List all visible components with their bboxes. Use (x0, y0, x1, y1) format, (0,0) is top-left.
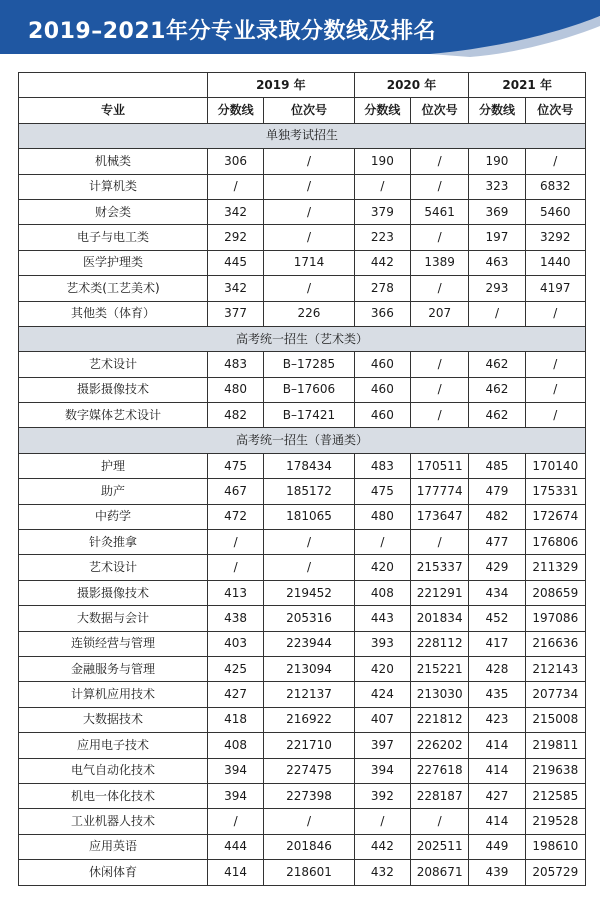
score-header: 分数线 (469, 98, 525, 123)
table-row (19, 174, 586, 199)
rank-2019-cell: / (264, 149, 354, 174)
rank-2019-cell: 213094 (264, 656, 354, 681)
rank-2019-cell: 212137 (264, 682, 354, 707)
year-header-2020: 2020 年 (354, 73, 469, 98)
score-2021-cell: 434 (469, 580, 525, 605)
rank-2019-cell: B–17285 (264, 352, 354, 377)
rank-2020-cell: 227618 (411, 758, 469, 783)
major-header: 专业 (19, 98, 208, 123)
rank-2019-cell: 218601 (264, 860, 354, 885)
score-2020-cell: 407 (354, 707, 410, 732)
table-row (19, 504, 586, 529)
score-2019-cell: 394 (207, 758, 263, 783)
score-2019-cell: 444 (207, 834, 263, 859)
score-2019-cell: 394 (207, 783, 263, 808)
rank-2020-cell: 173647 (411, 504, 469, 529)
table-row (19, 783, 586, 808)
rank-2021-cell: / (525, 403, 585, 428)
rank-2019-cell: / (264, 199, 354, 224)
score-2019-cell: 403 (207, 631, 263, 656)
major-cell: 电子与电工类 (19, 225, 208, 250)
title-banner (0, 0, 600, 60)
rank-2019-cell: / (264, 530, 354, 555)
score-2021-cell: 462 (469, 403, 525, 428)
table-row (19, 555, 586, 580)
score-2021-cell: 477 (469, 530, 525, 555)
score-2020-cell: / (354, 530, 410, 555)
year-header-2021: 2021 年 (469, 73, 586, 98)
rank-2019-cell: 178434 (264, 453, 354, 478)
rank-2019-cell: 226 (264, 301, 354, 326)
score-2021-cell: 414 (469, 809, 525, 834)
table-row (19, 733, 586, 758)
rank-2021-cell: 172674 (525, 504, 585, 529)
score-2020-cell: 278 (354, 276, 410, 301)
score-2021-cell: 190 (469, 149, 525, 174)
rank-2020-cell: 226202 (411, 733, 469, 758)
rank-2020-cell: / (411, 352, 469, 377)
score-2019-cell: 475 (207, 453, 263, 478)
score-2019-cell: / (207, 530, 263, 555)
score-2020-cell: 420 (354, 555, 410, 580)
rank-2019-cell: 185172 (264, 479, 354, 504)
rank-2021-cell: 3292 (525, 225, 585, 250)
score-2019-cell: 427 (207, 682, 263, 707)
score-2021-cell: 293 (469, 276, 525, 301)
major-cell: 大数据技术 (19, 707, 208, 732)
score-2020-cell: / (354, 174, 410, 199)
rank-2021-cell: 175331 (525, 479, 585, 504)
rank-2021-cell: / (525, 149, 585, 174)
score-2020-cell: 392 (354, 783, 410, 808)
major-cell: 财会类 (19, 199, 208, 224)
rank-2021-cell: 208659 (525, 580, 585, 605)
score-2021-cell: 452 (469, 606, 525, 631)
rank-2021-cell: 207734 (525, 682, 585, 707)
rank-2020-cell: 5461 (411, 199, 469, 224)
score-2021-cell: 435 (469, 682, 525, 707)
score-2021-cell: 428 (469, 656, 525, 681)
rank-2019-cell: 219452 (264, 580, 354, 605)
major-cell: 工业机器人技术 (19, 809, 208, 834)
rank-2019-cell: / (264, 555, 354, 580)
table-row (19, 834, 586, 859)
score-2021-cell: 482 (469, 504, 525, 529)
major-cell: 摄影摄像技术 (19, 377, 208, 402)
major-cell: 休闲体育 (19, 860, 208, 885)
year-header-row (19, 73, 586, 98)
score-2021-cell: 423 (469, 707, 525, 732)
rank-2020-cell: 207 (411, 301, 469, 326)
rank-2019-cell: / (264, 809, 354, 834)
major-cell: 数字媒体艺术设计 (19, 403, 208, 428)
score-2019-cell: 377 (207, 301, 263, 326)
score-2019-cell: 445 (207, 250, 263, 275)
score-2020-cell: 420 (354, 656, 410, 681)
rank-2019-cell: / (264, 174, 354, 199)
table-body (19, 123, 586, 885)
rank-2020-cell: / (411, 403, 469, 428)
score-2020-cell: / (354, 809, 410, 834)
page-title: 2019–2021年分专业录取分数线及排名 (28, 19, 436, 44)
rank-2021-cell: 219638 (525, 758, 585, 783)
table-row (19, 479, 586, 504)
rank-2021-cell: 6832 (525, 174, 585, 199)
table-row (19, 352, 586, 377)
rank-2019-cell: 221710 (264, 733, 354, 758)
score-2019-cell: 483 (207, 352, 263, 377)
table-row (19, 276, 586, 301)
rank-2021-cell: 170140 (525, 453, 585, 478)
major-cell: 计算机类 (19, 174, 208, 199)
score-2020-cell: 379 (354, 199, 410, 224)
table-row (19, 580, 586, 605)
score-2019-cell: 472 (207, 504, 263, 529)
score-2021-cell: 449 (469, 834, 525, 859)
section-header-row (19, 428, 586, 453)
rank-2021-cell: 216636 (525, 631, 585, 656)
score-2021-cell: 197 (469, 225, 525, 250)
rank-2020-cell: / (411, 149, 469, 174)
rank-2019-cell: / (264, 276, 354, 301)
admission-score-table (18, 72, 586, 886)
table-row (19, 682, 586, 707)
score-2021-cell: 462 (469, 352, 525, 377)
score-2020-cell: 394 (354, 758, 410, 783)
major-cell: 大数据与会计 (19, 606, 208, 631)
score-2020-cell: 460 (354, 352, 410, 377)
table-row (19, 301, 586, 326)
score-2020-cell: 408 (354, 580, 410, 605)
table-row (19, 403, 586, 428)
rank-2019-cell: B–17606 (264, 377, 354, 402)
rank-2019-cell: 205316 (264, 606, 354, 631)
rank-2021-cell: 198610 (525, 834, 585, 859)
score-2019-cell: 408 (207, 733, 263, 758)
score-2019-cell: 306 (207, 149, 263, 174)
major-cell: 医学护理类 (19, 250, 208, 275)
rank-2021-cell: 212143 (525, 656, 585, 681)
major-cell: 连锁经营与管理 (19, 631, 208, 656)
rank-2020-cell: / (411, 377, 469, 402)
score-2021-cell: 414 (469, 733, 525, 758)
rank-2021-cell: 197086 (525, 606, 585, 631)
score-2020-cell: 366 (354, 301, 410, 326)
rank-2019-cell: B–17421 (264, 403, 354, 428)
table-row (19, 149, 586, 174)
score-2021-cell: 417 (469, 631, 525, 656)
rank-2019-cell: 201846 (264, 834, 354, 859)
major-cell: 中药学 (19, 504, 208, 529)
score-2021-cell: 323 (469, 174, 525, 199)
rank-2020-cell: 228187 (411, 783, 469, 808)
score-2019-cell: 292 (207, 225, 263, 250)
rank-2019-cell: 181065 (264, 504, 354, 529)
score-2021-cell: 369 (469, 199, 525, 224)
major-cell: 护理 (19, 453, 208, 478)
rank-2021-cell: 215008 (525, 707, 585, 732)
section-title: 高考统一招生（艺术类） (19, 326, 586, 351)
score-2019-cell: / (207, 174, 263, 199)
section-header-row (19, 123, 586, 148)
rank-2020-cell: / (411, 809, 469, 834)
rank-2020-cell: 221291 (411, 580, 469, 605)
major-cell: 助产 (19, 479, 208, 504)
rank-2021-cell: / (525, 352, 585, 377)
section-header-row (19, 326, 586, 351)
major-cell: 机电一体化技术 (19, 783, 208, 808)
major-cell: 艺术设计 (19, 555, 208, 580)
rank-2019-cell: 223944 (264, 631, 354, 656)
rank-2020-cell: / (411, 174, 469, 199)
section-title: 单独考试招生 (19, 123, 586, 148)
score-2019-cell: 482 (207, 403, 263, 428)
score-2020-cell: 442 (354, 250, 410, 275)
table-row (19, 656, 586, 681)
score-2020-cell: 475 (354, 479, 410, 504)
column-header-row (19, 98, 586, 123)
rank-2020-cell: 201834 (411, 606, 469, 631)
rank-2021-cell: 211329 (525, 555, 585, 580)
table-row (19, 631, 586, 656)
score-2020-cell: 443 (354, 606, 410, 631)
score-2021-cell: 439 (469, 860, 525, 885)
rank-2019-cell: 216922 (264, 707, 354, 732)
major-cell: 艺术类(工艺美术) (19, 276, 208, 301)
major-cell: 摄影摄像技术 (19, 580, 208, 605)
score-2019-cell: 342 (207, 199, 263, 224)
rank-2020-cell: 215221 (411, 656, 469, 681)
rank-2021-cell: / (525, 377, 585, 402)
rank-2020-cell: 202511 (411, 834, 469, 859)
score-header: 分数线 (354, 98, 410, 123)
score-2019-cell: / (207, 555, 263, 580)
rank-2020-cell: 170511 (411, 453, 469, 478)
score-2020-cell: 190 (354, 149, 410, 174)
score-2019-cell: 480 (207, 377, 263, 402)
score-2020-cell: 442 (354, 834, 410, 859)
major-cell: 应用电子技术 (19, 733, 208, 758)
score-2020-cell: 460 (354, 377, 410, 402)
table-row (19, 530, 586, 555)
table-row (19, 758, 586, 783)
rank-2020-cell: 221812 (411, 707, 469, 732)
rank-2021-cell: 5460 (525, 199, 585, 224)
table-row (19, 199, 586, 224)
section-title: 高考统一招生（普通类） (19, 428, 586, 453)
score-2019-cell: 418 (207, 707, 263, 732)
rank-2021-cell: 176806 (525, 530, 585, 555)
major-cell: 机械类 (19, 149, 208, 174)
table-row (19, 377, 586, 402)
rank-2021-cell: 205729 (525, 860, 585, 885)
rank-2021-cell: / (525, 301, 585, 326)
rank-2019-cell: / (264, 225, 354, 250)
rank-2021-cell: 1440 (525, 250, 585, 275)
score-2020-cell: 397 (354, 733, 410, 758)
score-2021-cell: / (469, 301, 525, 326)
score-2019-cell: 342 (207, 276, 263, 301)
score-2020-cell: 424 (354, 682, 410, 707)
score-2021-cell: 463 (469, 250, 525, 275)
major-cell: 计算机应用技术 (19, 682, 208, 707)
rank-2020-cell: 213030 (411, 682, 469, 707)
rank-2021-cell: 219528 (525, 809, 585, 834)
score-2020-cell: 483 (354, 453, 410, 478)
major-cell: 艺术设计 (19, 352, 208, 377)
score-2019-cell: 413 (207, 580, 263, 605)
rank-2020-cell: 228112 (411, 631, 469, 656)
score-2020-cell: 223 (354, 225, 410, 250)
rank-2020-cell: 1389 (411, 250, 469, 275)
table-row (19, 453, 586, 478)
table-row (19, 860, 586, 885)
score-2019-cell: 438 (207, 606, 263, 631)
score-2019-cell: 425 (207, 656, 263, 681)
rank-2020-cell: 215337 (411, 555, 469, 580)
rank-header: 位次号 (525, 98, 585, 123)
score-2020-cell: 393 (354, 631, 410, 656)
rank-2019-cell: 227398 (264, 783, 354, 808)
score-2020-cell: 460 (354, 403, 410, 428)
score-2021-cell: 462 (469, 377, 525, 402)
major-cell: 其他类（体育） (19, 301, 208, 326)
rank-2020-cell: / (411, 276, 469, 301)
score-2021-cell: 414 (469, 758, 525, 783)
table-row (19, 606, 586, 631)
rank-header: 位次号 (264, 98, 354, 123)
header-blank-cell (19, 73, 208, 98)
rank-2021-cell: 219811 (525, 733, 585, 758)
rank-2021-cell: 212585 (525, 783, 585, 808)
score-2021-cell: 479 (469, 479, 525, 504)
score-2019-cell: 467 (207, 479, 263, 504)
score-2021-cell: 429 (469, 555, 525, 580)
major-cell: 电气自动化技术 (19, 758, 208, 783)
table-row (19, 809, 586, 834)
year-header-2019: 2019 年 (207, 73, 354, 98)
score-2020-cell: 432 (354, 860, 410, 885)
score-2021-cell: 427 (469, 783, 525, 808)
table-row (19, 707, 586, 732)
score-2021-cell: 485 (469, 453, 525, 478)
rank-2020-cell: 177774 (411, 479, 469, 504)
rank-2019-cell: 227475 (264, 758, 354, 783)
rank-2020-cell: / (411, 225, 469, 250)
score-2019-cell: / (207, 809, 263, 834)
rank-2020-cell: 208671 (411, 860, 469, 885)
rank-2020-cell: / (411, 530, 469, 555)
score-header: 分数线 (207, 98, 263, 123)
major-cell: 应用英语 (19, 834, 208, 859)
rank-2021-cell: 4197 (525, 276, 585, 301)
score-2019-cell: 414 (207, 860, 263, 885)
table-row (19, 225, 586, 250)
major-cell: 金融服务与管理 (19, 656, 208, 681)
major-cell: 针灸推拿 (19, 530, 208, 555)
table-row (19, 250, 586, 275)
rank-header: 位次号 (411, 98, 469, 123)
score-2020-cell: 480 (354, 504, 410, 529)
rank-2019-cell: 1714 (264, 250, 354, 275)
